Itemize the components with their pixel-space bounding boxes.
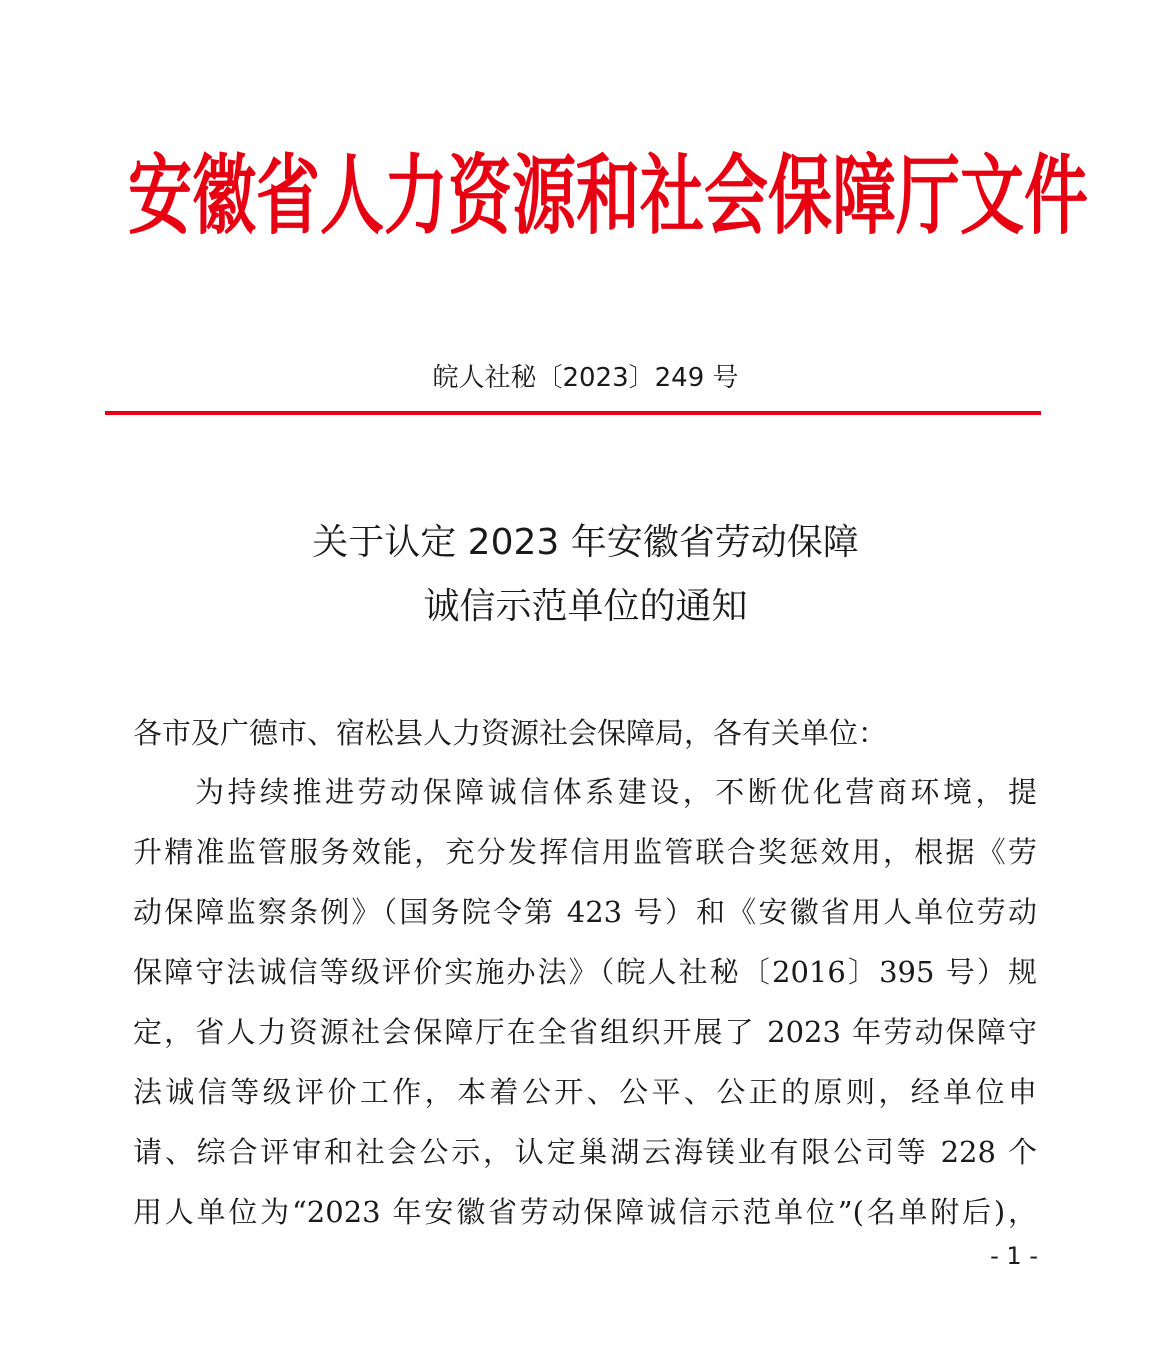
body-line: 用人单位为“2023 年安徽省劳动保障诚信示范单位”(名单附后)， [133,1195,1037,1229]
body-line: 法诚信等级评价工作，本着公开、公平、公正的原则，经单位申 [133,1075,1037,1109]
body-line: 升精准监管服务效能，充分发挥信用监管联合奖惩效用，根据《劳 [133,835,1037,869]
addressee-line: 各市及广德市、宿松县人力资源社会保障局，各有关单位： [133,716,888,750]
body-line: 动保障监察条例》（国务院令第 423 号）和《安徽省用人单位劳动 [133,895,1037,929]
document-number: 皖人社秘〔2023〕249 号 [432,363,739,393]
page-number: - 1 - [990,1242,1038,1270]
notice-title-line-2: 诚信示范单位的通知 [423,586,748,627]
red-separator-line [105,411,1041,415]
body-line: 定，省人力资源社会保障厅在全省组织开展了 2023 年劳动保障守 [133,1015,1037,1049]
notice-title-line-1: 关于认定 2023 年安徽省劳动保障 [312,522,859,563]
body-line: 请、综合评审和社会公示，认定巢湖云海镁业有限公司等 228 个 [133,1135,1037,1169]
body-line: 为持续推进劳动保障诚信体系建设，不断优化营商环境，提 [195,775,1037,809]
body-line: 保障守法诚信等级评价实施办法》（皖人社秘〔2016〕395 号）规 [133,955,1037,989]
issuer-header-title: 安徽省人力资源和社会保障厅文件 [128,145,1088,247]
